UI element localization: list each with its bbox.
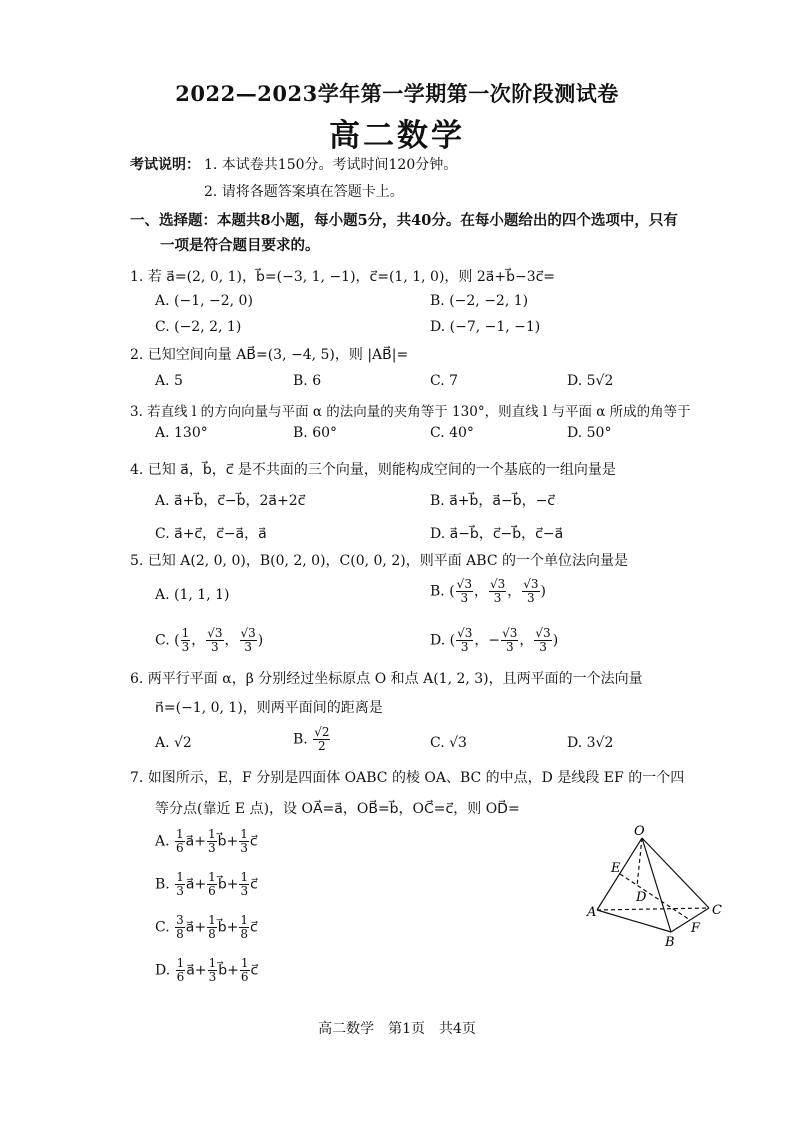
q3-option-a: A. 130° (155, 425, 208, 441)
q2-option-d: D. 5√2 (567, 373, 614, 389)
q4-option-b: B. a⃗+b⃗，a⃗−b⃗，−c⃗ (430, 493, 556, 509)
label-A: A (587, 905, 597, 920)
page-footer: 高二数学 第1页 共4页 (318, 1021, 476, 1037)
instructions-label: 考试说明： (130, 157, 200, 173)
q1-option-a: A. (−1, −2, 0) (155, 293, 253, 309)
label-F: F (691, 921, 701, 936)
q6-stem-line-2: n⃗=(−1, 0, 1)，则两平面间的距离是 (155, 700, 383, 716)
q2-option-a: A. 5 (155, 373, 183, 389)
q4-stem: 4. 已知 a⃗，b⃗，c⃗ 是不共面的三个向量，则能构成空间的一个基底的一组向量是 (130, 462, 616, 478)
label-E: E (611, 861, 621, 876)
q2-option-b: B. 6 (293, 373, 322, 389)
tetrahedron-figure (585, 822, 730, 950)
q6-option-d: D. 3√2 (567, 735, 614, 751)
label-B: B (665, 935, 675, 950)
q4-option-d: D. a⃗−b⃗，c⃗−b⃗，c⃗−a⃗ (430, 526, 564, 542)
q1-option-b: B. (−2, −2, 1) (430, 293, 529, 309)
edge-AB (597, 910, 671, 932)
exam-title: 2022—2023学年第一学期第一次阶段测试卷 (175, 81, 619, 106)
q7-option-d: D. $\frac{1}{6}$ a⃗+ $\frac{1}{3}$ b⃗+ $\frac{1}{6}$ c⃗ (155, 956, 259, 984)
q6-option-a: A. √2 (155, 735, 192, 751)
edge-AC-hidden (597, 908, 709, 910)
q5-option-d: D. ( $\frac{√3}{3}$ ，− $\frac{√3}{3}$ ， $\frac{√3}{3}$ ) (430, 626, 559, 654)
q7-option-c: C. $\frac{3}{8}$ a⃗+ $\frac{1}{8}$ b⃗+ $\frac{1}{8}$ c⃗ (155, 913, 258, 941)
section-heading-line-2: 一项是符合题目要求的。 (160, 237, 320, 254)
q1-option-c: C. (−2, 2, 1) (155, 319, 242, 335)
label-C: C (712, 903, 722, 918)
q2-stem: 2. 已知空间向量 AB⃗=(3, −4, 5)，则 |AB⃗|= (130, 347, 409, 363)
q5-stem: 5. 已知 A(2, 0, 0)，B(0, 2, 0)，C(0, 0, 2)，则平面 ABC 的一个单位法向量是 (130, 553, 628, 569)
q6-option-b: B. $\frac{√2}{2}$ (293, 725, 330, 753)
instruction-line-1: 1. 本试卷共150分。考试时间120分钟。 (204, 157, 458, 173)
edge-BC (671, 908, 709, 932)
q6-option-c: C. √3 (430, 735, 467, 751)
q5-option-c: C. ( $\frac{1}{3}$ ， $\frac{√3}{3}$ ， $\frac{√3}{3}$ ) (155, 626, 264, 654)
q5-option-a: A. (1, 1, 1) (155, 587, 230, 603)
q3-option-d: D. 50° (567, 425, 612, 441)
q3-option-c: C. 40° (430, 425, 474, 441)
label-D: D (636, 890, 647, 905)
edge-OB (642, 838, 671, 932)
q2-option-c: C. 7 (430, 373, 459, 389)
q4-option-c: C. a⃗+c⃗，c⃗−a⃗，a⃗ (155, 526, 267, 542)
q6-stem-line-1: 6. 两平行平面 α，β 分别经过坐标原点 O 和点 A(1, 2, 3)，且两平面的一个法向量 (130, 671, 643, 687)
q1-option-d: D. (−7, −1, −1) (430, 319, 541, 335)
q7-option-b: B. $\frac{1}{3}$ a⃗+ $\frac{1}{6}$ b⃗+ $\frac{1}{3}$ c⃗ (155, 870, 258, 898)
section-heading-line-1: 一、选择题：本题共8小题，每小题5分，共40分。在每小题给出的四个选项中，只有 (130, 212, 678, 229)
q1-stem: 1. 若 a⃗=(2, 0, 1)，b⃗=(−3, 1, −1)，c⃗=(1, 1, 0)，则 2a⃗+b⃗−3c⃗= (130, 269, 556, 285)
q7-stem-line-1: 7. 如图所示，E，F 分别是四面体 OABC 的棱 OA、BC 的中点，D 是线段 EF 的一个四 (130, 770, 685, 786)
q7-stem-line-2: 等分点(靠近 E 点)，设 OA⃗=a⃗，OB⃗=b⃗，OC⃗=c⃗，则 OD⃗= (155, 801, 520, 817)
q5-option-b: B. ( $\frac{√3}{3}$ ， $\frac{√3}{3}$ ， $\frac{√3}{3}$ ) (430, 577, 546, 605)
label-O: O (634, 824, 645, 839)
edge-OC (642, 838, 709, 908)
q3-stem: 3. 若直线 l 的方向向量与平面 α 的法向量的夹角等于 130°，则直线 l 与平面 α 所成的角等于 (130, 404, 691, 420)
q4-option-a: A. a⃗+b⃗，c⃗−b⃗，2a⃗+2c⃗ (155, 493, 306, 509)
subject-title: 高二数学 (329, 118, 465, 154)
q7-option-a: A. $\frac{1}{6}$ a⃗+ $\frac{1}{3}$ b⃗+ $\frac{1}{3}$ c⃗ (155, 827, 258, 855)
instruction-line-2: 2. 请将各题答案填在答题卡上。 (204, 184, 404, 200)
q3-option-b: B. 60° (293, 425, 338, 441)
